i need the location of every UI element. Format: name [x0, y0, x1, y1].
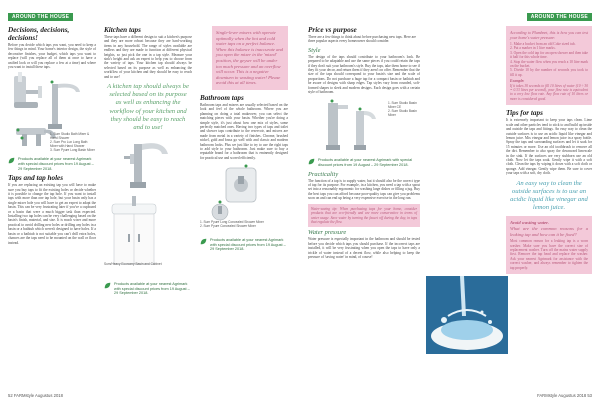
pressure-step: 4. Stop the water flow when you reach a 10 litre mark on the bucket. [510, 59, 588, 69]
pressure-step: 5. Divide 10 by the number of seconds you took to fill it up. [510, 68, 588, 77]
tips-paragraph: It is extremely important to keep your taps clean. Lime scale and other particles tend to stick to and build up inside and outside the taps and fittings. An easy way to clean the outside surfaces is to use an acidic liquid like vinegar and lemon juice. Mix vinegar and lemon juice in a spray bottle. Spray the taps and surrounding surfaces and let it soak for 15 minutes or more. Use an old toothbrush to remove all the dirt. Remember to also spray the downward limescale in the sink. If the surfaces are very stubborn use an old cloth. Now let the taps soak. Gently wipe it with a soft cloth. Clean the taps by wiping it down with a soft cloth or sponge. Add vinegar. Gently wipe them. Be sure to cover your taps with a soft, dry cloth. [506, 118, 592, 176]
basin-caption [388, 101, 420, 117]
water-splash-photo [426, 276, 508, 354]
leaking-tap-text: Most common reason for a leaking tap is a worn washer. Make sure you have the correct size of replacement washer. Turn off the mains water supply first. Remove the tap head and replace the washer. Ask your nearest Agrimark for assistance with the correct washer, and always remember to tighten the tap properly. [510, 239, 588, 270]
agrimark-note-4 [308, 158, 420, 167]
pressure-test-steps [510, 42, 588, 77]
concealed-caption [200, 220, 288, 228]
leaking-tap-subtitle: What are the common reasons for a leaking tap and how can it be fixed? [510, 225, 588, 237]
style-paragraph: The design of the taps should contribute to your bathroom's look. Be prepared to be adaptable and use the same pieces if you could retain the taps if they don't suit your bathroom's style. Buy the taps, take them home to see if they fit your decor, and return them if they aren't on offer. Remember that the size of the taps should correspond to your basin's size and the scale of proportions. Do not purchase a huge tap for a compact basin or bathtub and be aware of designs with sharp edges. Tap styles vary from rounded, soft-formed shapes to sleek and modern designs. Each design goes with a certain style of bathroom. [308, 54, 420, 95]
caption-line: 2. Sum Pyure Concealed Shower Mixer [200, 224, 256, 229]
taps-paragraph: If you are replacing an existing tap you will have to make sure you buy taps to fit the existing holes or decide whether it is possible to change the tap hole. If you want to install taps with more than one tap hole, but your basin only has a single mixer hole you will have to get an expert to adapt the basin. This can be very frustrating later if you've a cupboard or a basin that were a much bigger task than expected. Installing two tap holes can be very challenging based on the basin's finish, material, and size. It is much wiser and more practical to avoid drilling new holes or drilling any holes in a basin or a bathtub which weren't designed to have holes. If a basin or a bathtub is not suitable you can't drill extra holes, chances are the taps need to be mounted on the wall or floor instead. [8, 183, 96, 245]
heading-practicality: Practicality [308, 170, 339, 178]
example-title: Example: [510, 79, 525, 84]
water-saving-text: Water-saving tip: When purchasing taps for your home, consider products that are eco-friendly and are more conservative in terms of water usage. Save water by turning the faucet off during the day, in taps that regulate the flow. [311, 206, 417, 224]
right-column-2 [506, 26, 592, 274]
caption-line: 3. Sum Pyure Long Basin Mixer [50, 148, 95, 153]
left-column-1 [8, 26, 96, 245]
price-paragraph: There are a few things to think about before purchasing new taps. Here are three popular aspects every homeowner should consider. [308, 35, 416, 44]
agrimark-note-text: Products available at your nearest Agrimark with special discount prices from 19 August – 29 September 2018. [210, 238, 286, 252]
caption-line: 2. Sum Pro Lux Long Bath Mixer with Hand Shower [50, 140, 88, 149]
mixer-warning-box [212, 26, 288, 90]
kitchen-mixer-photo [104, 136, 192, 194]
pressure-step: 2. Put a marker in 1 litre marks. [510, 46, 556, 51]
practicality-paragraph: The function of a tap is to supply water, but it should also be the correct type of tap for its purpose. For example, in a kitchen, you need a tap with a spout set into a reasonably ergonomic for washing large dishes or filling a jug. Buy the best taps you can afford because poor-quality taps can give you problems soon on and can end up being a very expensive exercise in the long run. [308, 178, 420, 201]
water-saving-tip [308, 204, 420, 228]
caption-line: 1. Sum Studio Bath Mixer & Hand Shower [50, 132, 90, 141]
left-column-2 [104, 26, 192, 299]
intro-paragraph: Before you decide which taps you want, you need to keep a few things in mind. Your home's interior design, the style of decorative finishes, your budget, which taps you want to replace (will you replace all of them at once to have a unified look or will you replace a few at a time) and where you want to install these taps. [8, 43, 96, 70]
basin-mixer-photo [308, 97, 420, 155]
heading-kitchen-taps: Kitchen taps [104, 26, 141, 34]
example-text: If it takes 30 seconds to fill 10 litres of water (10 ÷ 30 = 0.33 litres per second), your flow rate is equivalent to a very low flow rate. Any flow rate of 10 litres or more is considered good. [510, 83, 588, 101]
pull-quote: A kitchen tap should always be selected based on its purpose as well as enhancing the workflow of your kitchen and they should be easy to reach and to use! [107, 83, 189, 132]
leaking-tap-box [506, 216, 592, 274]
heading-style: Style [308, 46, 321, 54]
agrimark-note-2 [104, 282, 192, 296]
agrimark-note-3 [200, 238, 288, 252]
heading-tips-for-taps: Tips for taps [506, 109, 543, 118]
leaf-icon [308, 158, 315, 165]
agrimark-note-text: Products available at your nearest Agrimark with special discount prices from 19 August – 29 September 2018. [318, 158, 413, 168]
tips-pull-quote: An easy way to clean the outside surfaces is to use an acidic liquid like vinegar and lemon juice. [510, 179, 588, 212]
caption-line: 2. Sum Studio Basin Mixer [388, 109, 417, 118]
caption-line: 1. Sum Studio Basin Mixer CE [388, 101, 417, 110]
leaf-icon [8, 157, 15, 164]
page-footer-right: FARMstyle Augustus 2018 53 [537, 393, 592, 398]
bathroom-paragraph: Bathroom taps and mixers are usually selected based on the look and feel of the whole bathroom. Where you are planning on doing a total makeover, you can select the matching pieces with your basin. Whether you're doing a simple style, it's just about how one mix of styles, some perfectly matched ones. Having two types of taps and toilet and shower taps contribute to the reservoir, and mixers are made from metal in a variety of finishes. Chrome, brushed nickel, gold and brass go well with and classic and modern bathroom looks. Plus we just like to try to use the right taps to add style to your bathroom. Just make sure to buy a reputable brand for a bathroom that is eminently designed for practical use and scored efficiently. [200, 102, 288, 160]
heading-decisions: Decisions, decisions, decisions! [8, 26, 70, 42]
agrimark-note [8, 157, 96, 171]
pressure-step: 3. Open the cold tap for an open shower and then take it half for this whole time. [510, 50, 588, 60]
heading-taps-and-holes: Taps and tap holes [8, 174, 64, 183]
concealed-mixer-photo [200, 162, 288, 230]
pressure-test-box [506, 26, 592, 105]
heading-water-pressure: Water pressure [308, 229, 347, 237]
section-header: AROUND THE HOUSE [527, 13, 592, 21]
section-header: AROUND THE HOUSE [8, 13, 73, 21]
kitchen-paragraph: These taps have a different design to suit a kitchen's purpose and they are more robust because they are hard-working items in any household. The range of styles available are endless and they are made to function at different physical heights, so just pick the one in a tap style. Measure your sink's height and ask an expert to help you to choose from the variety of taps. Your kitchen tap should always be selected based on its purpose as well as enhancing the workflow of your kitchen and they should be easy to reach and to use! [104, 35, 192, 79]
pressure-paragraph: Water pressure is especially important in the bathroom and should be tested before you decide which taps you should purchase. If the incorrect taps are installed, it will be very frustrating when you open the taps to have only a trickle of water instead of a decent flow, while also helping to keep the pressure of 'saving water' in mind, of course! [308, 237, 420, 259]
leaking-tap-title: Avoid wasting water. [510, 220, 549, 226]
basin-cabinet-photo [104, 196, 192, 272]
agrimark-note-text: Products available at your nearest Agrimark with special discount prices from 19 August – 29 September 2018. [114, 282, 190, 296]
right-page [300, 0, 600, 404]
left-column-3 [200, 26, 288, 255]
mixer-warning-text: Single-lever mixers with operate optimally when the hot and cold water taps on a perfect balance. When this balance is inaccurate and you open the mixer in the 'mixed' position, the geyser will be under too much pressure and an overflow will occur. This is a negative downturn to wasting water! Please avoid this at all times. [216, 30, 283, 86]
leaf-icon [200, 238, 207, 245]
heading-price-vs-purpose: Price vs purpose [308, 26, 357, 34]
page-footer-left: 52 FARMstyle Augustus 2018 [8, 393, 63, 398]
cabinet-caption: Sum/Heavy Economy Basin and Cabinet [104, 262, 162, 267]
pressure-test-intro: According to Plumbnet, this is how you can test your home's water pressure: [510, 30, 588, 40]
caption-line: 1. Sum Pyure Long Concealed Shower Mixer [200, 220, 264, 225]
leaf-icon [104, 282, 111, 289]
tap-product-photo [8, 72, 96, 154]
product-caption-list [50, 132, 96, 152]
right-column-1 [308, 26, 458, 259]
heading-bathroom-taps: Bathroom taps [200, 93, 244, 102]
pressure-step: 1. Make a bucket from an old Coke sized tub. [510, 42, 576, 46]
agrimark-note-text: Products available at your nearest Agrimark with special discount prices from 19 August – 29 September 2018. [18, 157, 94, 171]
